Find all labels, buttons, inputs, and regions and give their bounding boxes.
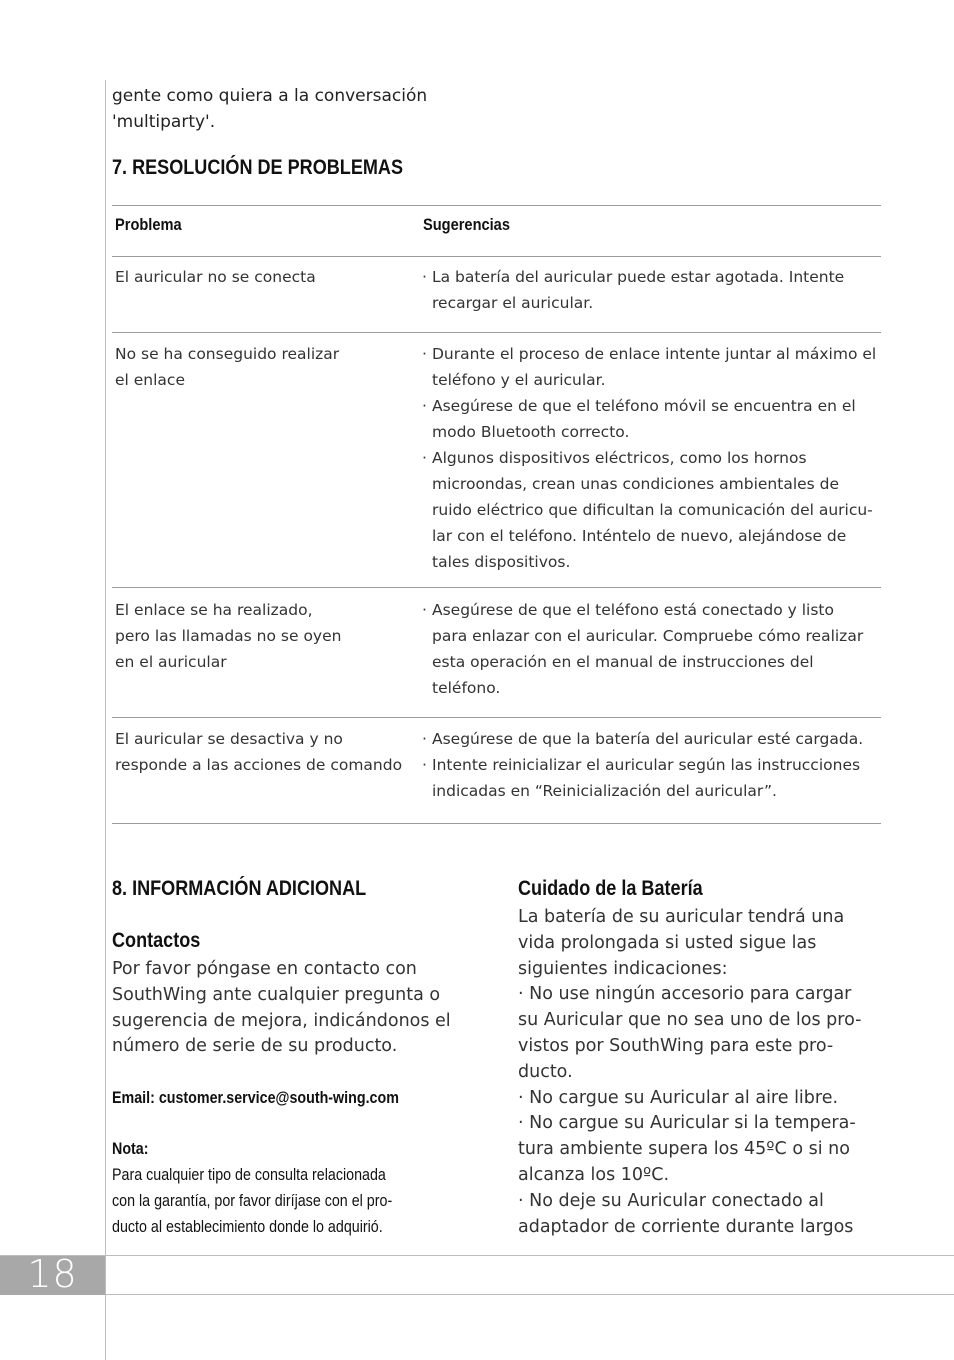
table-row-3-suggestions	[422, 597, 882, 701]
section-7-title: 7. RESOLUCIÓN DE PROBLEMAS	[112, 156, 404, 179]
bullet: ·	[422, 345, 427, 363]
bullet: ·	[422, 730, 427, 748]
table-row-4-problem: El auricular se desactiva y no responde a las acciones de comando	[115, 730, 403, 774]
table-rule	[112, 823, 881, 824]
intro-text	[112, 83, 427, 135]
suggestion-item: · Asegúrese de que el teléfono móvil se encuentra en el modo Bluetooth correcto.	[422, 393, 882, 445]
table-rule	[112, 717, 881, 718]
table-rule	[112, 587, 881, 588]
battery-heading: Cuidado de la Batería	[518, 877, 703, 900]
contacts-text: Por favor póngase en contacto con SouthWing ante cualquier pregunta o sugerencia de mejora, indicándonos el número de serie de su producto.	[112, 959, 451, 1057]
note-heading: Nota:	[112, 1139, 149, 1158]
suggestion-item: · Intente reinicializar el auricular según las instrucciones indicadas en “Reinicialización del auricular”.	[422, 752, 882, 804]
suggestion-item: · Asegúrese de que el teléfono está conectado y listo para enlazar con el auricular. Compruebe cómo realizar esta operación en el manual de instrucciones del teléfono.	[422, 597, 882, 701]
contacts-heading: Contactos	[112, 929, 201, 952]
suggestion-item: · La batería del auricular puede estar agotada. Intente recargar el auricular.	[422, 264, 882, 316]
bullet: ·	[422, 397, 427, 415]
table-rule	[112, 332, 881, 333]
table-row-2-suggestions	[422, 341, 882, 575]
suggestion-item: · Algunos dispositivos eléctricos, como los hornos microondas, crean unas condiciones ambientales de ruido eléctrico que dificultan la comunicación del auricu- lar con el teléfono. Inténtelo de nuevo, alejándose de tales dispositivos.	[422, 445, 882, 575]
contact-email: Email: customer.service@south-wing.com	[112, 1088, 399, 1107]
bullet: ·	[422, 601, 427, 619]
table-row-3-problem: El enlace se ha realizado, pero las llamadas no se oyen en el auricular	[115, 601, 342, 671]
bullet: ·	[422, 449, 427, 467]
table-row-1-suggestions	[422, 264, 882, 316]
note-text: Para cualquier tipo de consulta relacionada con la garantía, por favor diríjase con el pro- ducto al establecimiento donde lo adquirió.	[112, 1165, 393, 1236]
table-row-4-suggestions	[422, 726, 882, 804]
page-number: 18	[27, 1252, 78, 1296]
table-row-2-problem: No se ha conseguido realizar el enlace	[115, 345, 340, 389]
suggestion-item: · Durante el proceso de enlace intente juntar al máximo el teléfono y el auricular.	[422, 341, 882, 393]
margin-rule	[105, 80, 106, 1360]
intro-line: 'multiparty'.	[112, 112, 216, 132]
bullet: ·	[422, 756, 427, 774]
section-8-title: 8. INFORMACIÓN ADICIONAL	[112, 877, 367, 900]
table-rule	[112, 205, 881, 206]
suggestion-item: · Asegúrese de que la batería del auricular esté cargada.	[422, 726, 882, 752]
table-row-1-problem: El auricular no se conecta	[115, 268, 316, 286]
footer-rule	[0, 1255, 954, 1256]
battery-text: La batería de su auricular tendrá una vida prolongada si usted sigue las siguientes indicaciones: · No use ningún accesorio para cargar su Auricular que no sea uno de los pro- vistos por SouthWing para este pro- ducto. · No cargue su Auricular al aire libre. · No cargue su Auricular si la tempera- tura ambiente supera los 45ºC o si no alcanza los 10ºC. · No deje su Auricular conectado al adaptador de corriente durante largos	[518, 907, 862, 1237]
footer-rule	[0, 1294, 954, 1295]
header-suggestions: Sugerencias	[423, 215, 510, 234]
header-problem: Problema	[115, 215, 182, 234]
bullet: ·	[422, 268, 427, 286]
table-rule	[112, 256, 881, 257]
intro-line: gente como quiera a la conversación	[112, 86, 428, 106]
